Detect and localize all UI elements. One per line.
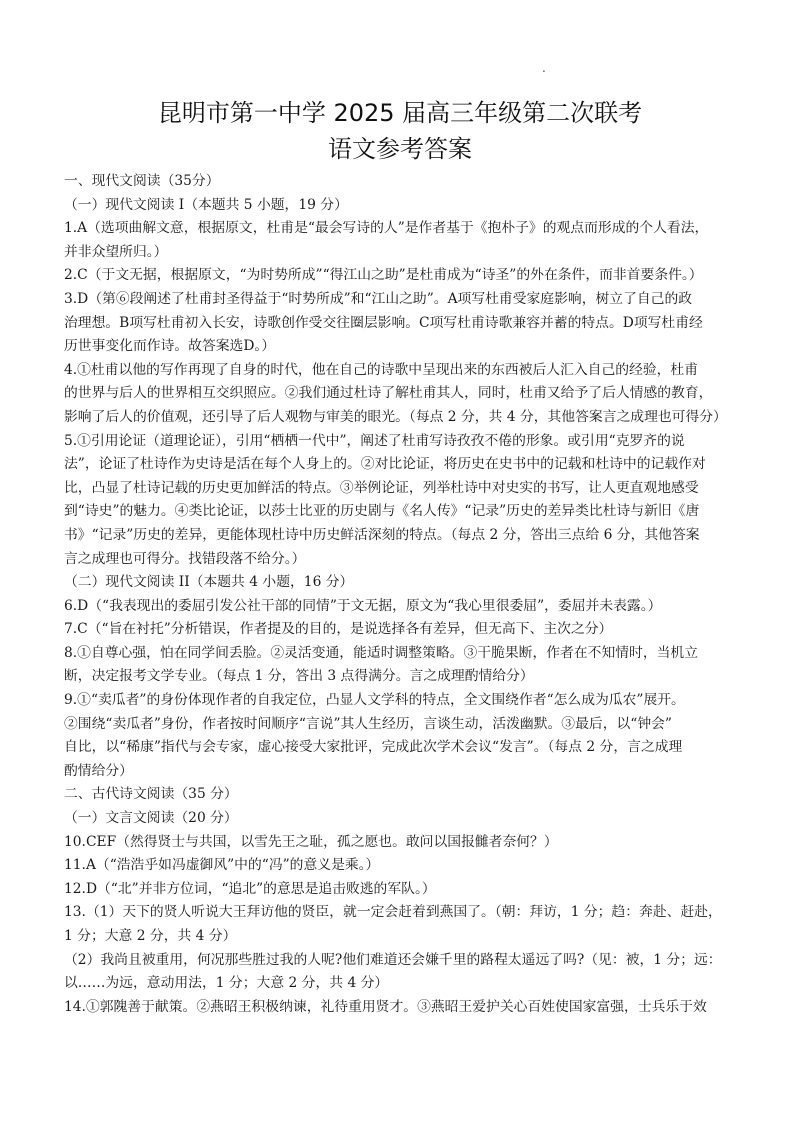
text-line: 13.（1）天下的贤人听说大王拜访他的贤臣，就一定会赶着到燕国了。（朝：拜访，1 分；趋：奔赴、赶赴， [64,904,722,921]
text-line: 影响了后人的价值观，还引导了后人观物与审美的眼光。（每点 2 分，共 4 分，其他答案言之成理也可得分） [64,408,727,425]
text-line: （二）现代文阅读 II（本题共 4 小题，16 分） [64,574,354,591]
document-subtitle: 语文参考答案 [328,135,472,163]
text-line: 以……为远，意动用法，1 分；大意 2 分，共 4 分） [64,975,389,992]
text-line: 自比，以“稀康”指代与会专家，虚心接受大家批评，完成此次学术会议“发言”。（每点 2 分，言之成理 [64,739,683,756]
text-line: 4.①杜甫以他的写作再现了自身的时代，他在自己的诗歌中呈现出来的东西被后人汇入自己的经验，杜甫 [64,361,699,378]
text-line: 酌情给分） [64,762,133,779]
text-line: 14.①郭隗善于献策。②燕昭王积极纳谏，礼待重用贤才。③燕昭王爱护关心百姓使国家富强，士兵乐于效 [64,998,707,1015]
text-line: ②围绕“卖瓜者”身份，作者按时间顺序“言说”其人生经历，言谈生动，活泼幽默。③最后，以“钟会” [64,715,672,732]
text-line: 2.C（于文无据，根据原文，“为时势所成”“得江山之助”是杜甫成为“诗圣”的外在条件，而非首要条件。） [64,267,703,284]
text-line: 5.①引用论证（道理论证），引用“栖栖一代中”，阐述了杜甫写诗孜孜不倦的形象。或引用“克罗齐的说 [64,432,685,449]
scan-dot: . [542,61,546,75]
text-line: 6.D（“我表现出的委屈引发公社干部的同情”于文无据，原文为“我心里很委屈”，委屈并未表露。） [64,597,662,614]
text-line: 一、现代文阅读（35分） [64,173,220,189]
text-line: 并非众望所归。） [64,243,168,260]
text-line: 1 分；大意 2 分，共 4 分） [64,928,237,944]
text-line: （一）现代文阅读 I（本题共 5 小题，19 分） [64,196,348,213]
text-line: （一）文言文阅读（20 分） [64,810,238,827]
text-line: 治理想。B项写杜甫初入长安，诗歌创作受交往圈层影响。C项写杜甫诗歌兼容并蓄的特点。D项写杜甫经 [64,314,703,331]
text-line: 书》“记录”历史的差异，更能体现杜诗中历史鲜活深刻的特点。（每点 2 分，答出三点给 6 分，其他答案 [64,526,700,543]
text-line: 言之成理也可得分。找错段落不给分。） [64,550,306,567]
text-line: 比，凸显了杜诗记载的历史更加鲜活的特点。③举例论证，列举杜诗中对史实的书写，让人更直观地感受 [64,479,699,496]
text-line: 8.①自尊心强，怕在同学间丢脸。②灵活变通，能适时调整策略。③干脆果断，作者在不知情时，当机立 [64,644,699,661]
text-line: 7.C（“旨在衬托”分析错误，作者提及的目的，是说选择各有差异，但无高下、主次之分） [64,621,613,638]
text-line: 11.A（“浩浩乎如冯虚御风”中的“冯”的意义是乘。） [64,857,380,874]
text-line: 10.CEF（然得贤士与共国，以雪先王之耻，孤之愿也。敢问以国报雠者奈何？） [64,833,558,850]
text-line: 3.D（第⑥段阐述了杜甫封圣得益于“时势所成”和“江山之助”。A项写杜甫受家庭影响，树立了自己的政 [64,290,693,307]
text-line: （2）我尚且被重用，何况那些胜过我的人呢?他们难道还会嫌千里的路程太遥远了吗?（见：被，1 分；远： [64,951,722,968]
text-line: 二、古代诗文阅读（35 分） [64,786,238,803]
answer-body [64,170,742,1019]
text-line: 12.D（“北”并非方位词，“追北”的意思是追击败逃的军队。） [64,880,436,897]
document-title: 昆明市第一中学 2025 届高三年级第二次联考 [157,99,643,127]
text-line: 历世事变化而作诗。故答案选D。） [64,338,276,355]
text-line: 断，决定报考文学专业。（每点 1 分，答出 3 点得满分。言之成理酌情给分） [64,668,534,685]
text-line: 法”，论证了杜诗作为史诗是活在每个人身上的。②对比论证，将历史在史书中的记载和杜诗中的记载作对 [64,456,706,473]
text-line: 1.A（选项曲解文意，根据原文，杜甫是“最会写诗的人”是作者基于《抱朴子》的观点而形成的个人看法， [64,220,709,237]
text-line: 9.①“卖瓜者”的身份体现作者的自我定位，凸显人文学科的特点，全文围绕作者“怎么成为瓜农”展开。 [64,692,685,709]
text-line: 的世界与后人的世界相互交织照应。②我们通过杜诗了解杜甫其人，同时，杜甫又给予了后人情感的教育， [64,385,713,402]
text-line: 到“诗史”的魅力。④类比论证，以莎士比亚的历史剧与《名人传》“记录”历史的差异类比杜诗与新旧《唐 [64,503,700,520]
